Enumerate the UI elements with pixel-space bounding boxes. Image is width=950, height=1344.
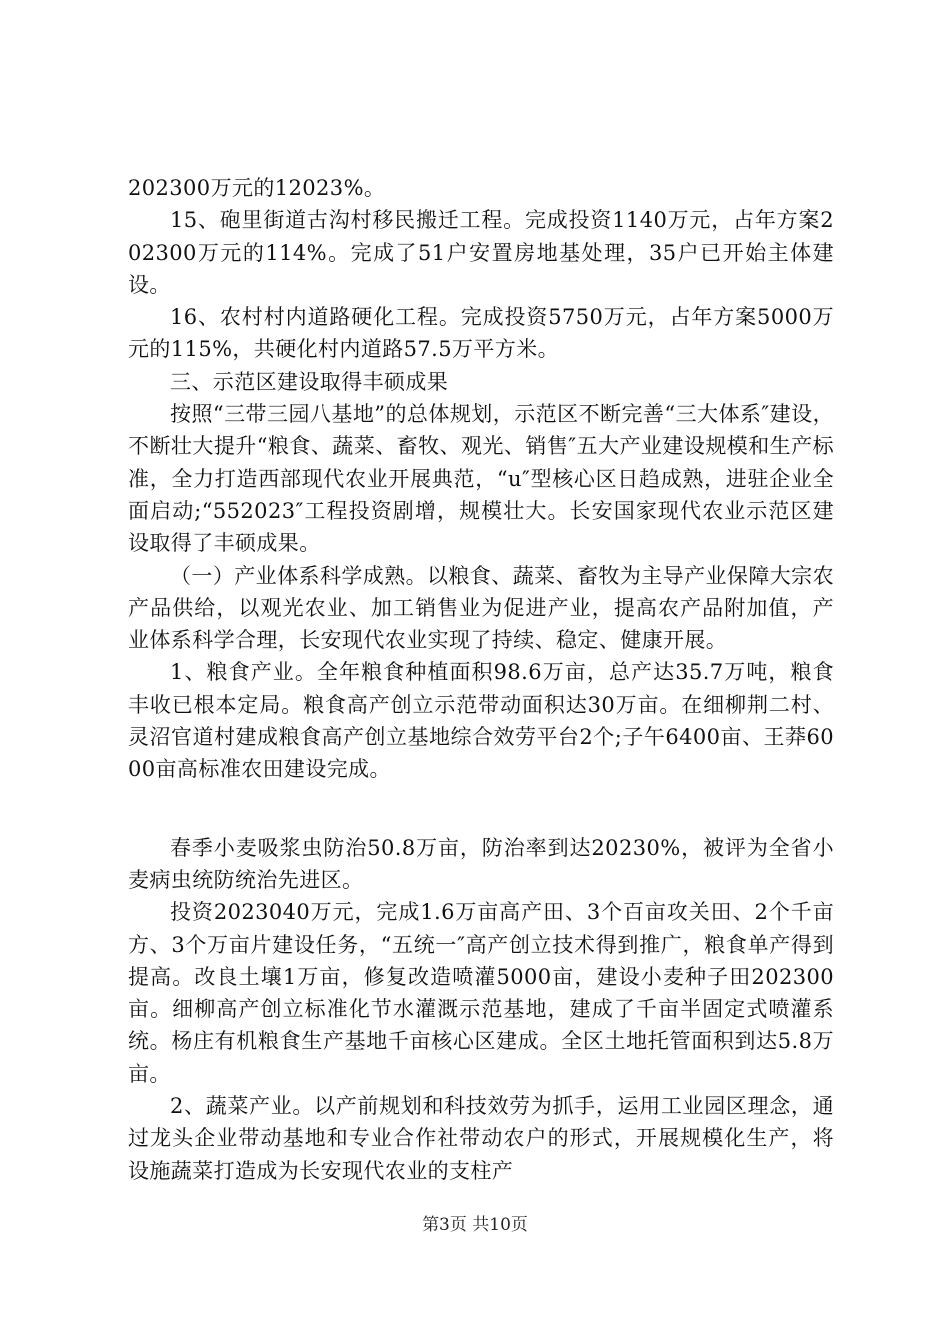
paragraph-pest-control: 春季小麦吸浆虫防治50.8万亩，防治率到达20230%，被评为全省小麦病虫统防统治先进区。 [128, 835, 834, 892]
paragraph-industry-system: （一）产业体系科学成熟。以粮食、蔬菜、畜牧为主导产业保障大宗农产品供给，以观光农业、加工销售业为促进产业，提高农产品附加值，产业体系科学合理，长安现代农业实现了持续、稳定、健康开展。 [128, 563, 834, 653]
paragraph-investment: 投资2023040万元，完成1.6万亩高产田、3个百亩攻关田、2个千亩方、3个万亩片建设任务，“五统一″高产创立技术得到推广，粮食单产得到提高。改良土壤1万亩，修复改造喷灌5000亩，建设小麦种子田202300亩。细柳高产创立标准化节水灌溉示范基地，建成了千亩半固定式喷灌系统。杨庄有机粮食生产基地千亩核心区建成。全区土地托管面积到达5.8万亩。 [128, 900, 834, 1086]
paragraph-gap [128, 786, 834, 832]
paragraph-item-15: 15、砲里街道古沟村移民搬迁工程。完成投资1140万元，占年方案202300万元的114%。完成了51户安置房地基处理，35户已开始主体建设。 [128, 208, 834, 297]
page-number: 第3页 共10页 [422, 1215, 528, 1235]
document-body [128, 172, 834, 1187]
section-heading: 三、示范区建设取得丰硕成果 [170, 369, 449, 394]
paragraph-grain-industry: 1、粮食产业。全年粮食种植面积98.6万亩，总产达35.7万吨，粮食丰收已根本定局。粮食高产创立示范带动面积达30万亩。在细柳荆二村、灵沼官道村建成粮食高产创立基地综合效劳平台2个;子午6400亩、王莽6000亩高标准农田建设完成。 [128, 660, 834, 782]
paragraph-item-16: 16、农村村内道路硬化工程。完成投资5750万元，占年方案5000万元的115%，共硬化村内道路57.5万平方米。 [128, 305, 834, 362]
paragraph-overview: 按照“三带三园八基地”的总体规划，示范区不断完善“三大体系″建设，不断壮大提升“粮食、蔬菜、畜牧、观光、销售″五大产业建设规模和生产标准，全力打造西部现代农业开展典范，“u″型核心区日趋成熟，进驻企业全面启动;“552023″工程投资剧增，规模壮大。长安国家现代农业示范区建设取得了丰硕成果。 [128, 402, 834, 556]
paragraph-vegetable-industry: 2、蔬菜产业。以产前规划和科技效劳为抓手，运用工业园区理念，通过龙头企业带动基地和专业合作社带动农户的形式，开展规模化生产，将设施蔬菜打造成为长安现代农业的支柱产 [128, 1094, 834, 1183]
paragraph-continuation: 202300万元的12023%。 [128, 176, 386, 200]
